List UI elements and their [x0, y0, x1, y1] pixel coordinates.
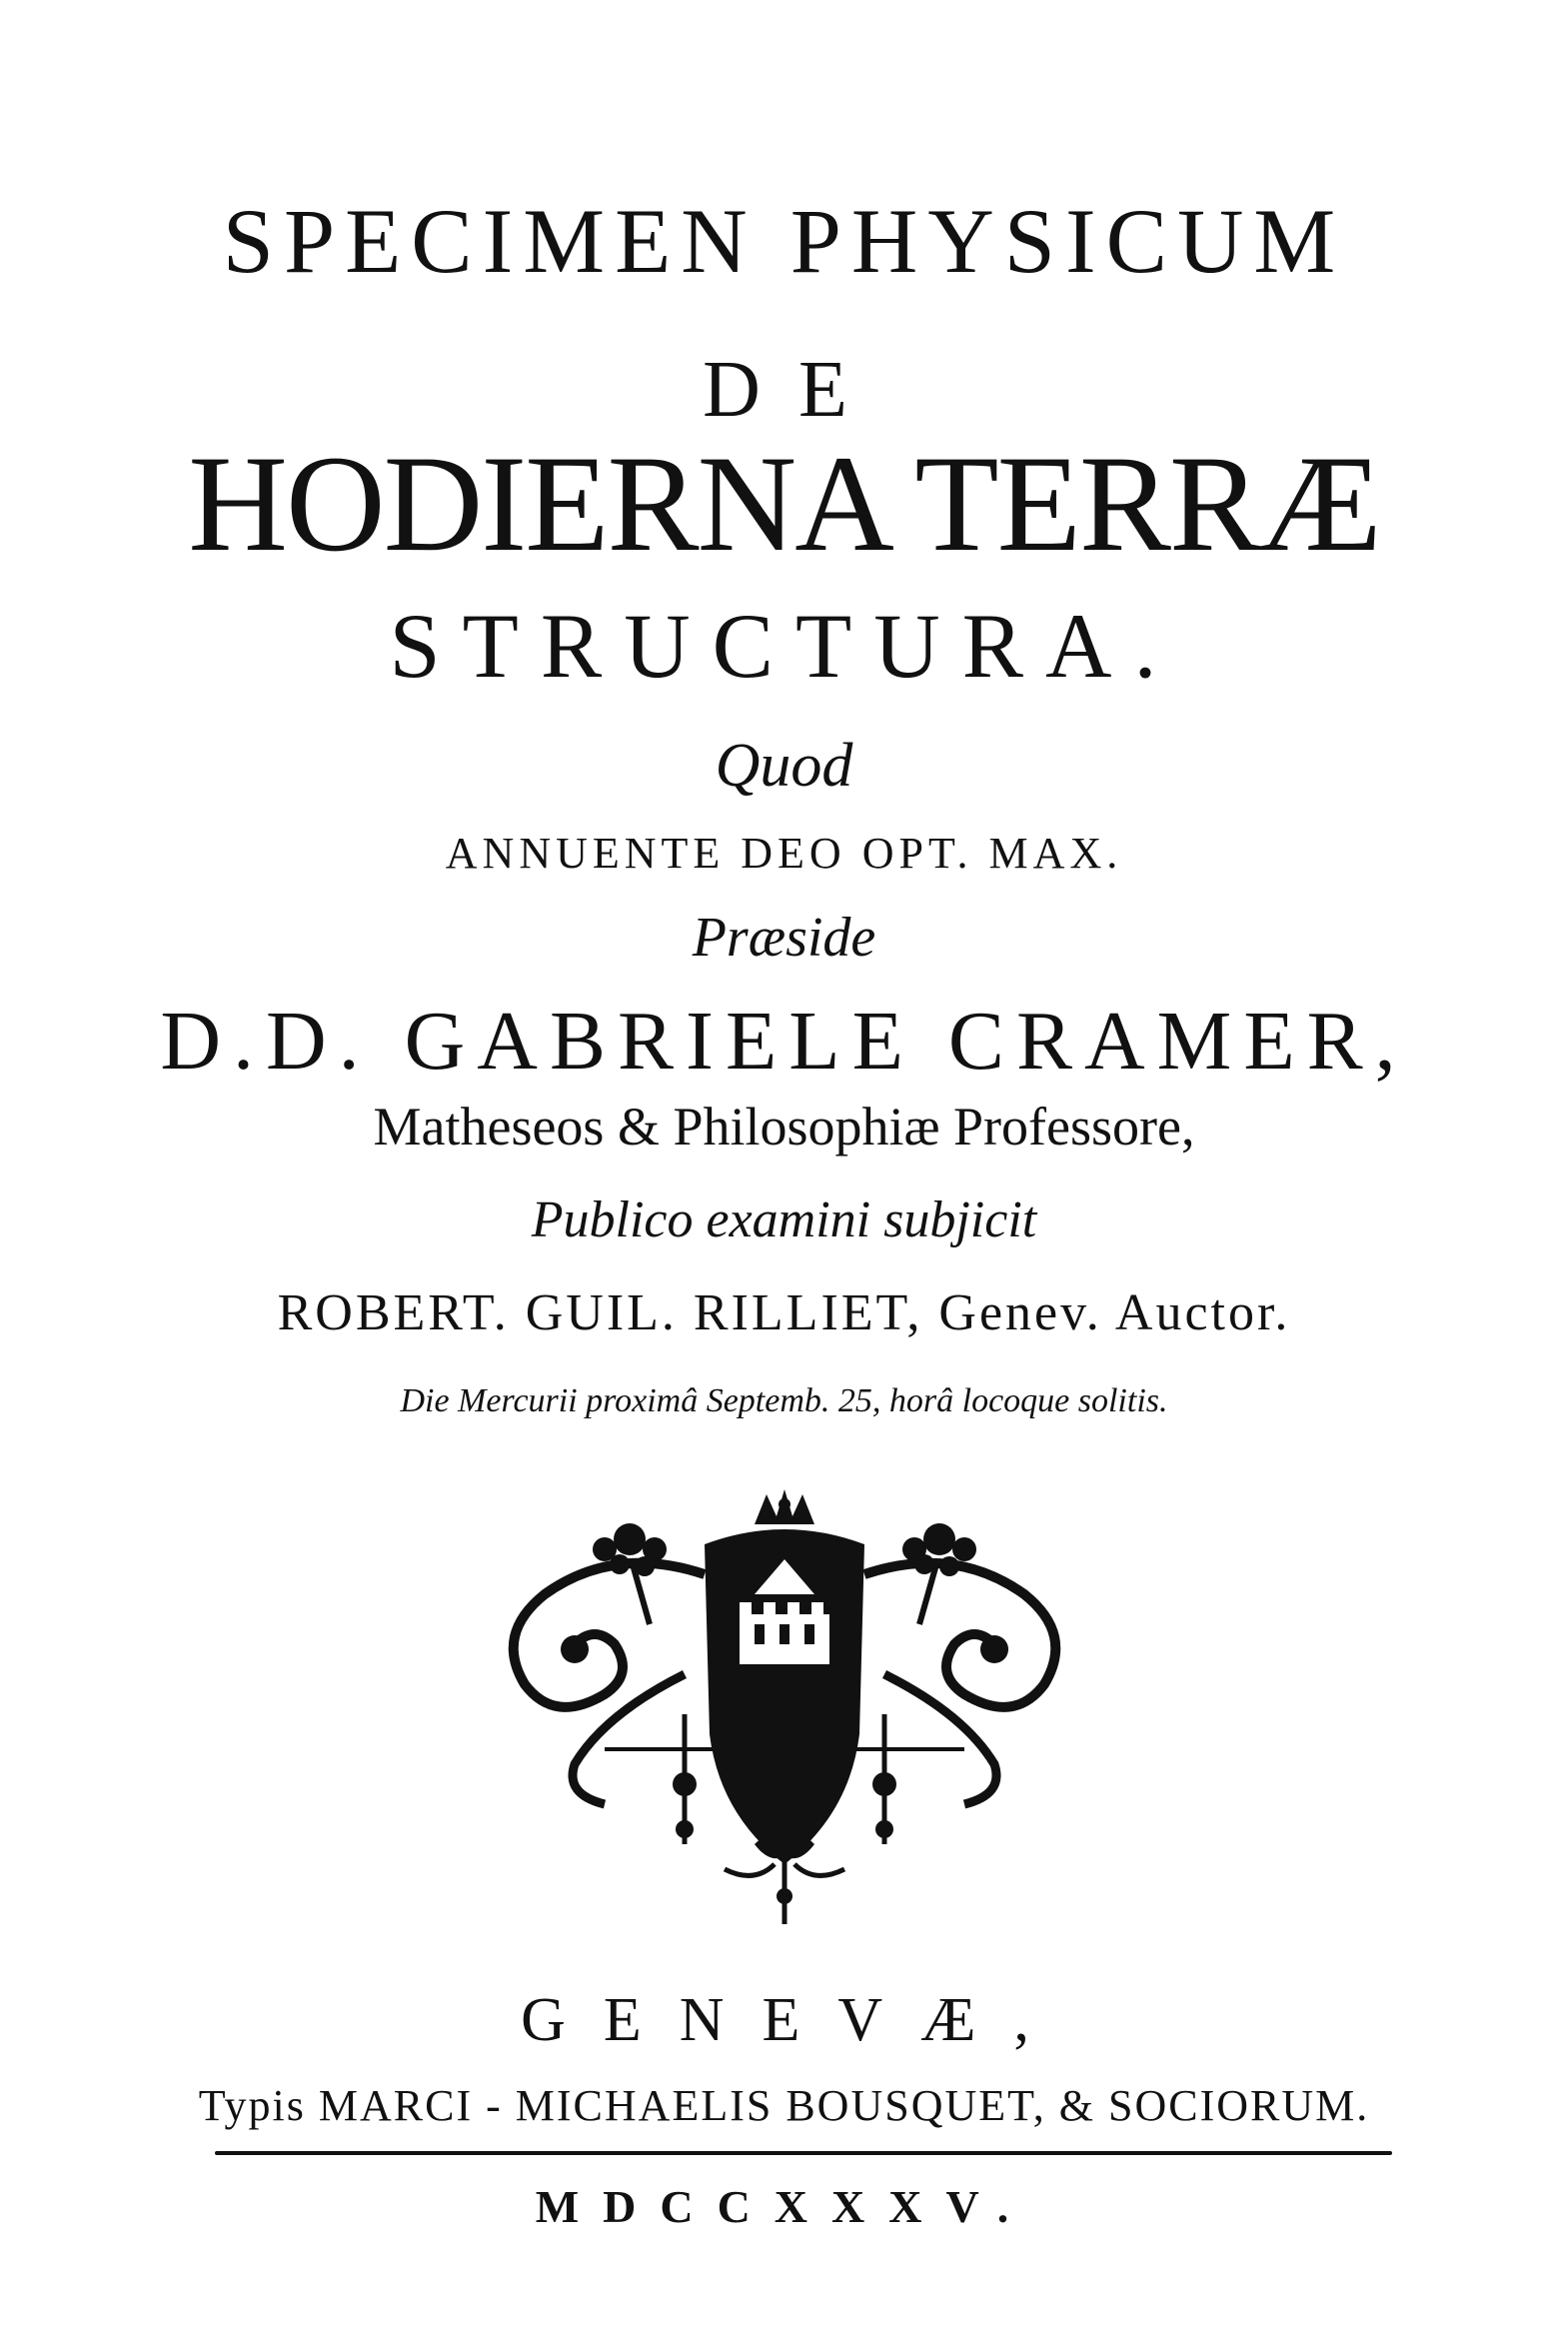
annuente-line: ANNUENTE DEO OPT. MAX.: [445, 829, 1123, 878]
title-line-de: DE: [703, 346, 885, 434]
date-of-examination-line: Die Mercurii proximâ Septemb. 25, horâ locoque solitis.: [400, 1382, 1168, 1419]
year-of-publication: MDCCXXXV.: [535, 2181, 1033, 2232]
title-line-structura: STRUCTURA.: [389, 595, 1179, 697]
praeses-title: Matheseos & Philosophiæ Professore,: [373, 1097, 1195, 1157]
praeses-name: D.D. GABRIELE CRAMER,: [160, 995, 1408, 1088]
quod-line: Quod: [715, 732, 853, 800]
printers-ornament-icon: [455, 1484, 1114, 1934]
auctor-line: ROBERT. GUIL. RILLIET, Genev. Auctor.: [277, 1284, 1291, 1341]
title-line-hodierna-terrae: HODIERNA TERRÆ: [188, 427, 1380, 580]
publico-examini-line: Publico examini subjicit: [531, 1191, 1037, 1248]
place-of-printing: GENEVÆ,: [521, 1986, 1067, 2054]
title-line-specimen-physicum: SPECIMEN PHYSICUM: [222, 190, 1346, 292]
printer-imprint: Typis MARCI - MICHAELIS BOUSQUET, & SOCIORUM.: [198, 2081, 1370, 2130]
horizontal-rule: [215, 2151, 1392, 2155]
praeside-line: Præside: [692, 907, 876, 969]
